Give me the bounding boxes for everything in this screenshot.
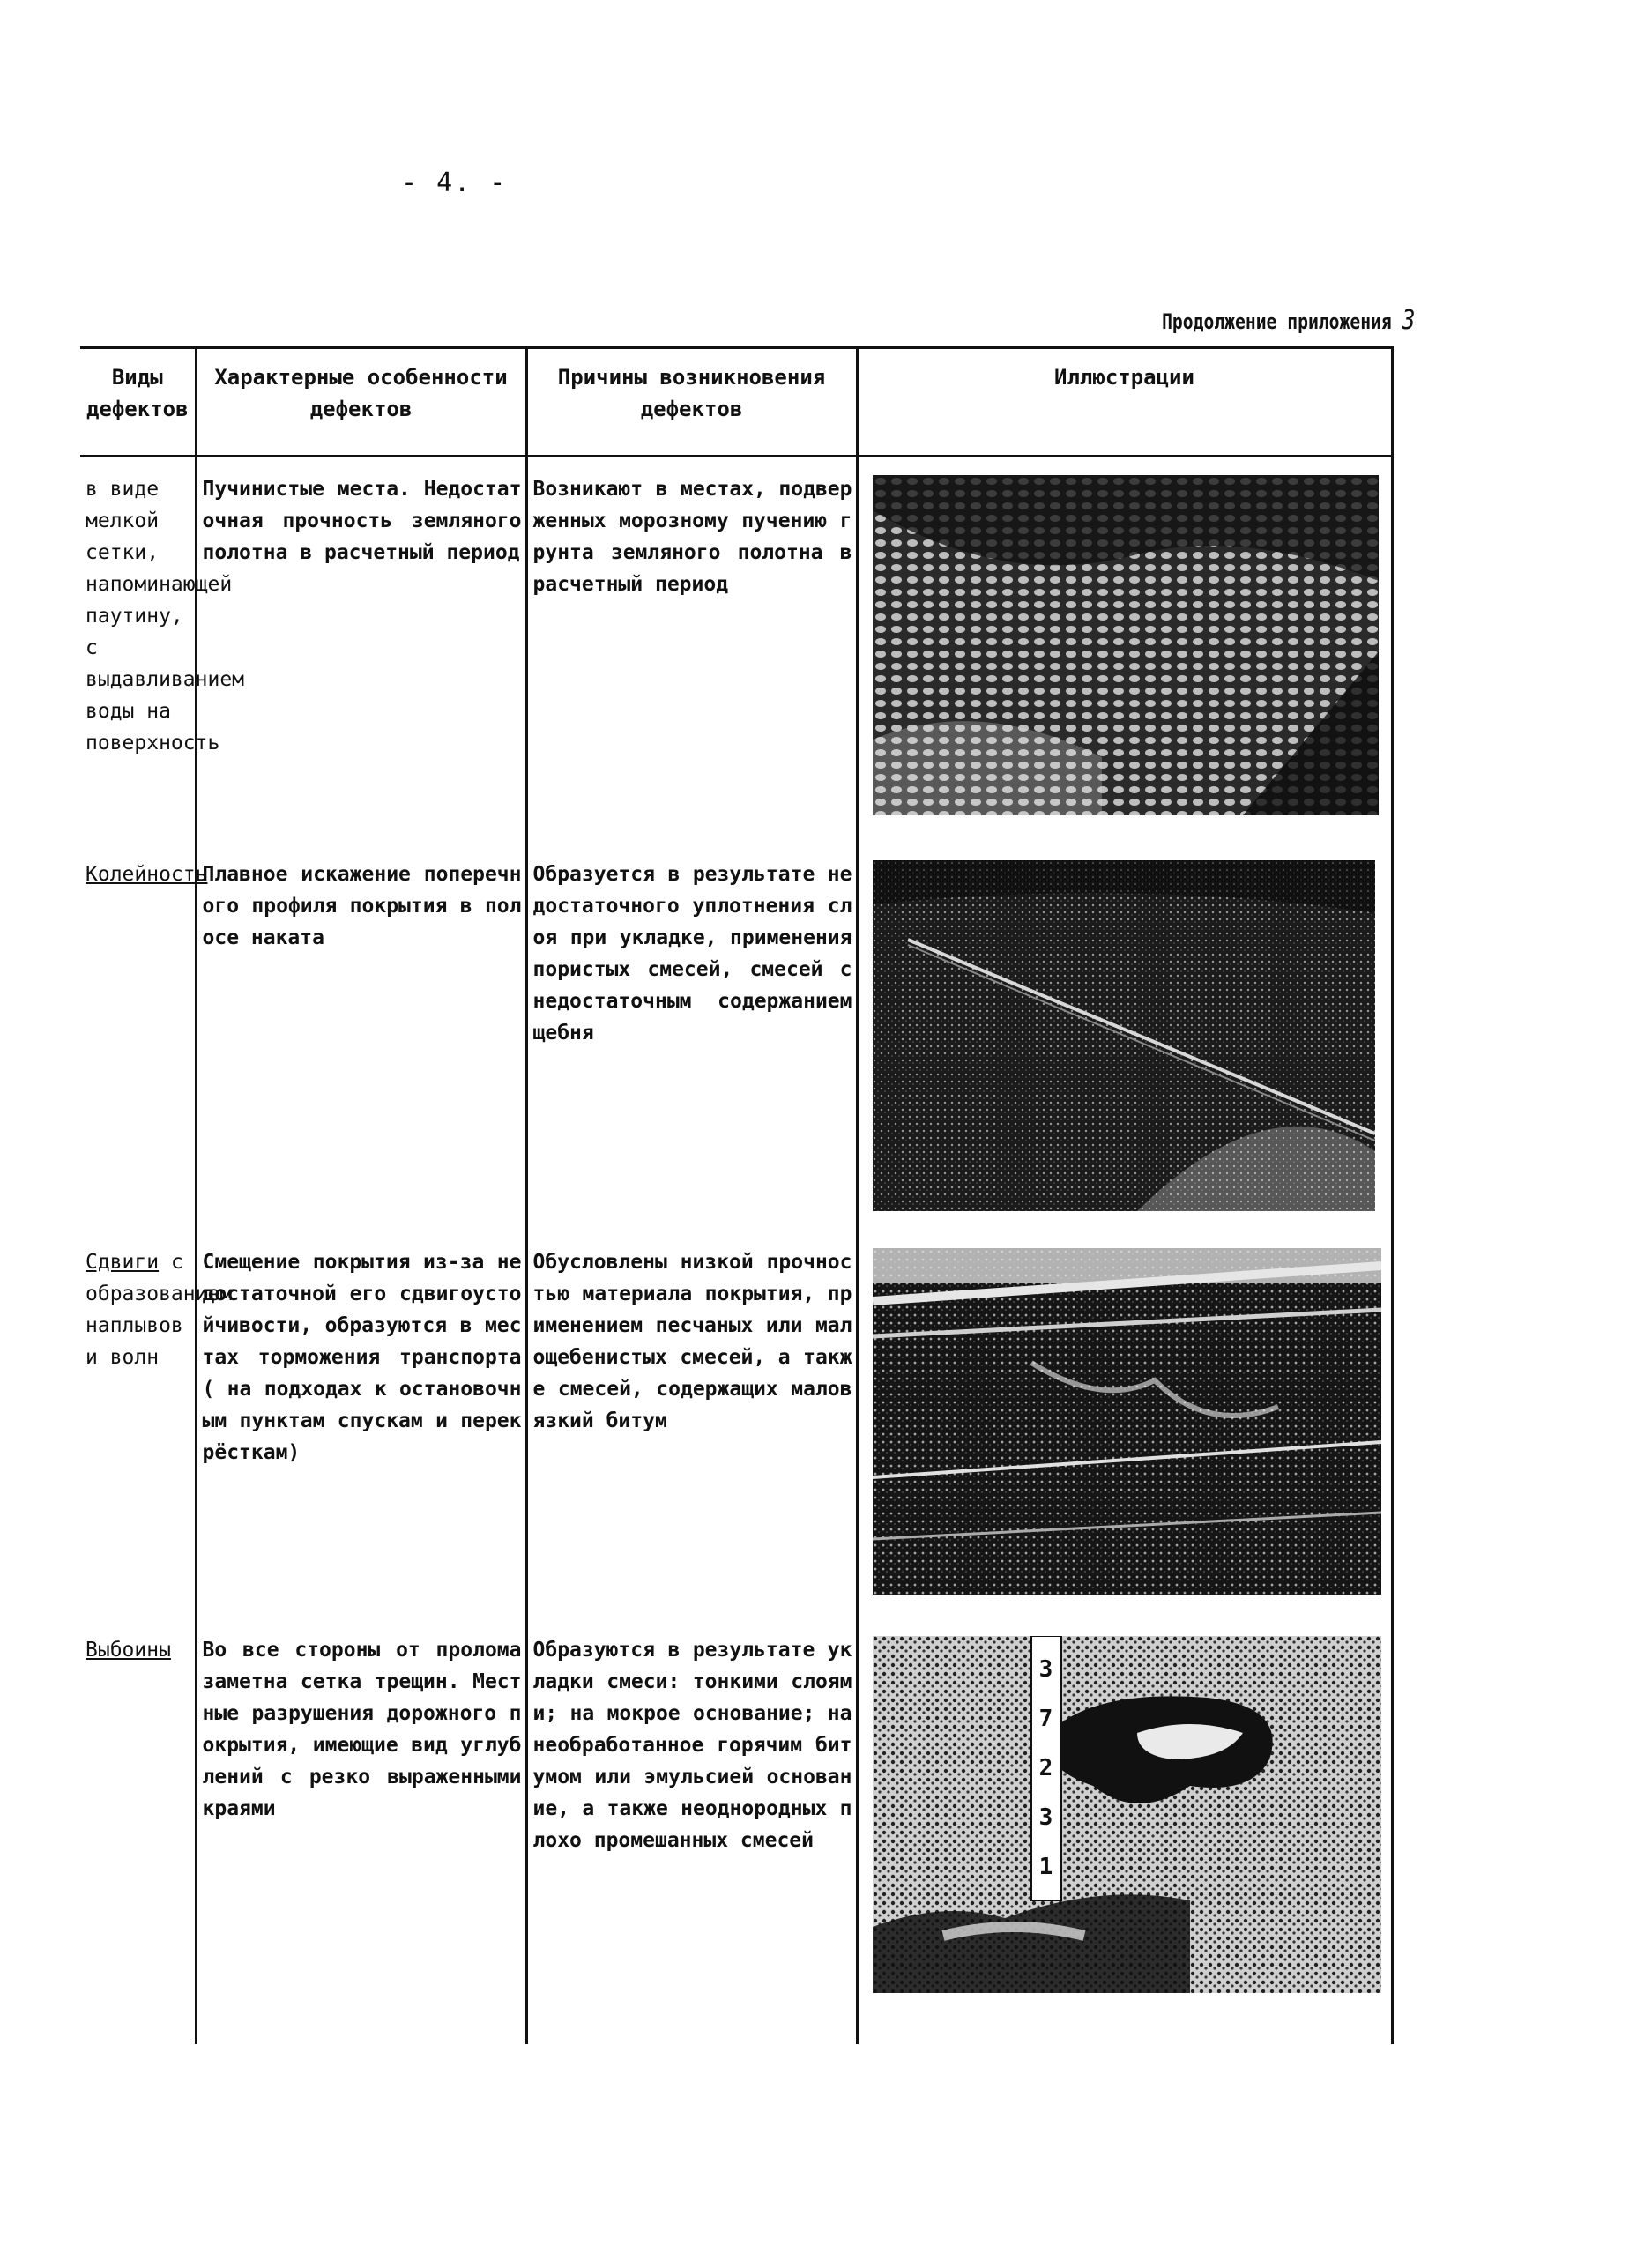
defect-type-text: в виде мелкой сетки, напоминающей паутину, с выдавливанием воды на поверхность	[86, 478, 245, 755]
defect-type-text: с образованием наплывов и волн	[86, 1251, 233, 1369]
causes-cell: Образуются в результате укладки смеси: тонкими слоями; на мокрое основание; на необработанное горячим битумом или эмульсией основание, а также неоднородных плохо промешанных смесей	[526, 1618, 857, 2044]
shoving-photo	[873, 1248, 1381, 1595]
illustration-cell	[857, 843, 1392, 1231]
causes-cell: Возникают в местах, подверженных морозному пучению грунта земляного полотна в расчетный период	[526, 457, 857, 844]
continuation-label: Продолжение приложения	[1161, 309, 1392, 334]
defects-table	[80, 346, 1394, 2044]
table-row	[80, 843, 1392, 1231]
header-illustrations: Иллюстрации	[857, 348, 1392, 457]
features-cell: Пучинистые места. Недостаточная прочность земляного полотна в расчетный период	[196, 457, 526, 844]
header-causes: Причины возникновения дефектов	[526, 348, 857, 457]
defect-type-cell	[80, 457, 245, 844]
table-row	[80, 1618, 1392, 2044]
pothole-photo	[873, 1636, 1381, 1993]
features-cell: Смещение покрытия из-за недостаточной его сдвигоустойчивости, образуются в местах торможения транспорта ( на подходах к остановочным пунктам спускам и перекрёсткам)	[196, 1231, 526, 1618]
ruler-mark: 7	[1038, 1706, 1053, 1732]
defect-type-cell	[80, 843, 208, 1231]
table-row	[80, 457, 1392, 844]
ruler-mark: 2	[1038, 1755, 1053, 1781]
table-row	[80, 1231, 1392, 1618]
features-cell: Плавное искажение поперечного профиля покрытия в полосе наката	[196, 843, 526, 1231]
continuation-note	[1162, 305, 1415, 336]
defect-type-cell	[80, 1618, 196, 2044]
ruler-mark: 3	[1038, 1804, 1053, 1831]
features-cell: Во все стороны от пролома заметна сетка трещин. Местные разрушения дорожного покрытия, имеющие вид углублений с резко выраженными краями	[196, 1618, 526, 2044]
ruler-mark: 1	[1038, 1854, 1053, 1880]
table-header-row	[80, 348, 1392, 457]
ruler-mark: 3	[1038, 1656, 1053, 1683]
header-features: Характерные особенности дефектов	[196, 348, 526, 457]
causes-cell: Образуется в результате недостаточного уплотнения слоя при укладке, применения пористых смесей, смесей с недостаточным содержанием щебня	[526, 843, 857, 1231]
rutting-photo	[873, 860, 1375, 1211]
defect-type-cell	[80, 1231, 233, 1618]
defect-type-underlined: Выбоины	[86, 1639, 171, 1662]
illustration-cell	[857, 1618, 1392, 2044]
header-defect-type: Виды дефектов	[80, 348, 196, 457]
causes-cell: Обусловлены низкой прочностью материала покрытия, применением песчаных или малощебенистых смесей, а также смесей, содержащих маловязкий битум	[526, 1231, 857, 1618]
mesh-cracking-photo	[873, 475, 1379, 815]
defect-type-underlined: Колейность	[86, 863, 208, 886]
defect-type-underlined: Сдвиги	[86, 1251, 160, 1274]
illustration-cell	[857, 457, 1392, 844]
illustration-cell	[857, 1231, 1392, 1618]
page-number: - 4. -	[401, 167, 508, 198]
continuation-number: 3	[1402, 305, 1415, 336]
ruler-marks	[1031, 1645, 1061, 1892]
